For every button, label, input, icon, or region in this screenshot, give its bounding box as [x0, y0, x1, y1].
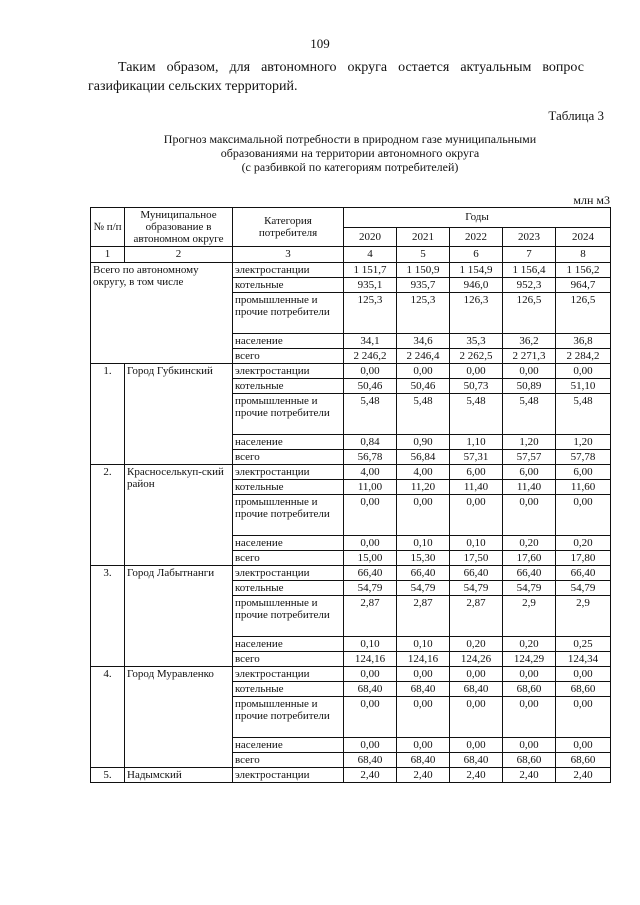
consumer-category: электростанции — [233, 566, 344, 581]
consumer-category: население — [233, 334, 344, 349]
year-value: 0,84 — [344, 435, 397, 450]
year-value: 5,48 — [450, 394, 503, 435]
consumer-category: котельные — [233, 480, 344, 495]
year-value: 57,78 — [556, 450, 611, 465]
year-value: 2,40 — [503, 768, 556, 783]
year-value: 0,00 — [450, 364, 503, 379]
year-value: 2,9 — [503, 596, 556, 637]
year-value: 935,7 — [397, 278, 450, 293]
year-value: 2,40 — [556, 768, 611, 783]
consumer-category: всего — [233, 349, 344, 364]
year-value: 4,00 — [397, 465, 450, 480]
year-value: 0,10 — [397, 536, 450, 551]
year-value: 0,00 — [556, 697, 611, 738]
year-value: 4,00 — [344, 465, 397, 480]
row-number: 5. — [91, 768, 125, 783]
row-number: 4. — [91, 667, 125, 768]
municipality-name: Город Лабытнанги — [125, 566, 233, 667]
column-index: 6 — [450, 247, 503, 263]
year-value: 68,40 — [450, 682, 503, 697]
consumer-category: электростанции — [233, 768, 344, 783]
year-value: 0,20 — [450, 637, 503, 652]
year-value: 1 151,7 — [344, 263, 397, 278]
year-value: 17,60 — [503, 551, 556, 566]
units-label: млн м3 — [573, 193, 610, 207]
year-value: 50,46 — [397, 379, 450, 394]
year-value: 11,20 — [397, 480, 450, 495]
year-value: 5,48 — [556, 394, 611, 435]
year-value: 68,60 — [503, 753, 556, 768]
year-value: 124,34 — [556, 652, 611, 667]
year-value: 0,00 — [556, 364, 611, 379]
year-value: 0,00 — [397, 364, 450, 379]
row-number: 1. — [91, 364, 125, 465]
year-value: 125,3 — [397, 293, 450, 334]
consumer-category: электростанции — [233, 465, 344, 480]
year-value: 50,46 — [344, 379, 397, 394]
year-value: 51,10 — [556, 379, 611, 394]
header-category: Категория потребителя — [233, 208, 344, 247]
year-value: 0,00 — [503, 495, 556, 536]
year-value: 34,1 — [344, 334, 397, 349]
year-value: 0,00 — [397, 697, 450, 738]
consumer-category: население — [233, 536, 344, 551]
year-value: 66,40 — [344, 566, 397, 581]
year-value: 36,8 — [556, 334, 611, 349]
year-value: 0,10 — [450, 536, 503, 551]
year-value: 0,20 — [503, 536, 556, 551]
consumer-category: электростанции — [233, 667, 344, 682]
year-value: 6,00 — [556, 465, 611, 480]
column-index: 2 — [125, 247, 233, 263]
row-number: 2. — [91, 465, 125, 566]
year-value: 15,30 — [397, 551, 450, 566]
consumer-category: всего — [233, 551, 344, 566]
year-value: 935,1 — [344, 278, 397, 293]
year-value: 126,5 — [556, 293, 611, 334]
header-year: 2023 — [503, 227, 556, 247]
year-value: 54,79 — [503, 581, 556, 596]
year-value: 0,10 — [397, 637, 450, 652]
consumer-category: всего — [233, 450, 344, 465]
year-value: 0,00 — [556, 495, 611, 536]
year-value: 2,87 — [397, 596, 450, 637]
column-index: 8 — [556, 247, 611, 263]
column-index: 3 — [233, 247, 344, 263]
forecast-table — [90, 207, 611, 783]
year-value: 1,20 — [556, 435, 611, 450]
year-value: 54,79 — [450, 581, 503, 596]
year-value: 2,87 — [344, 596, 397, 637]
year-value: 17,50 — [450, 551, 503, 566]
year-value: 66,40 — [503, 566, 556, 581]
municipality-name: Всего по автономному округу, в том числе — [91, 263, 233, 364]
table-row — [91, 667, 611, 682]
header-year: 2020 — [344, 227, 397, 247]
table-row — [91, 364, 611, 379]
header-year: 2022 — [450, 227, 503, 247]
year-value: 0,00 — [450, 667, 503, 682]
year-value: 68,40 — [344, 753, 397, 768]
table-label: Таблица 3 — [548, 108, 604, 123]
year-value: 0,00 — [503, 364, 556, 379]
consumer-category: электростанции — [233, 263, 344, 278]
consumer-category: электростанции — [233, 364, 344, 379]
municipality-name: Город Муравленко — [125, 667, 233, 768]
table-row — [91, 768, 611, 783]
year-value: 34,6 — [397, 334, 450, 349]
year-value: 964,7 — [556, 278, 611, 293]
year-value: 1,20 — [503, 435, 556, 450]
year-value: 5,48 — [503, 394, 556, 435]
consumer-category: промышленные и прочие потребители — [233, 495, 344, 536]
year-value: 0,00 — [344, 667, 397, 682]
year-value: 0,10 — [344, 637, 397, 652]
year-value: 0,00 — [556, 738, 611, 753]
year-value: 1 156,4 — [503, 263, 556, 278]
year-value: 124,29 — [503, 652, 556, 667]
year-value: 35,3 — [450, 334, 503, 349]
year-value: 2,87 — [450, 596, 503, 637]
year-value: 6,00 — [503, 465, 556, 480]
year-value: 0,00 — [503, 738, 556, 753]
municipality-name: Красноселькуп-ский район — [125, 465, 233, 566]
year-value: 125,3 — [344, 293, 397, 334]
caption-line-1: Прогноз максимальной потребности в природном газе муниципальными — [163, 132, 537, 146]
year-value: 68,40 — [450, 753, 503, 768]
header-municipality: Муниципальное образование в автономном округе — [125, 208, 233, 247]
year-value: 1 150,9 — [397, 263, 450, 278]
year-value: 124,16 — [397, 652, 450, 667]
column-index: 4 — [344, 247, 397, 263]
year-value: 11,60 — [556, 480, 611, 495]
year-value: 1 154,9 — [450, 263, 503, 278]
year-value: 2,40 — [344, 768, 397, 783]
year-value: 68,40 — [344, 682, 397, 697]
year-value: 1 156,2 — [556, 263, 611, 278]
year-value: 50,89 — [503, 379, 556, 394]
header-year: 2024 — [556, 227, 611, 247]
year-value: 0,00 — [503, 667, 556, 682]
intro-paragraph: Таким образом, для автономного округа остается актуальным вопрос газификации сельских территорий. — [88, 60, 584, 94]
municipality-name: Город Губкинский — [125, 364, 233, 465]
year-value: 56,84 — [397, 450, 450, 465]
column-index: 5 — [397, 247, 450, 263]
page-number: 109 — [310, 36, 330, 51]
year-value: 50,73 — [450, 379, 503, 394]
caption-line-3: (с разбивкой по категориям потребителей) — [241, 160, 459, 174]
year-value: 11,40 — [450, 480, 503, 495]
year-value: 11,00 — [344, 480, 397, 495]
year-value: 5,48 — [397, 394, 450, 435]
year-value: 2,40 — [397, 768, 450, 783]
year-value: 68,40 — [397, 682, 450, 697]
year-value: 68,60 — [503, 682, 556, 697]
year-value: 66,40 — [397, 566, 450, 581]
header-year: 2021 — [397, 227, 450, 247]
year-value: 0,00 — [344, 738, 397, 753]
year-value: 0,00 — [450, 697, 503, 738]
year-value: 15,00 — [344, 551, 397, 566]
year-value: 68,40 — [397, 753, 450, 768]
consumer-category: всего — [233, 753, 344, 768]
consumer-category: население — [233, 435, 344, 450]
year-value: 0,00 — [344, 536, 397, 551]
table-row — [91, 263, 611, 278]
year-value: 124,26 — [450, 652, 503, 667]
year-value: 2 262,5 — [450, 349, 503, 364]
year-value: 0,00 — [397, 738, 450, 753]
year-value: 57,31 — [450, 450, 503, 465]
year-value: 54,79 — [556, 581, 611, 596]
column-index: 1 — [91, 247, 125, 263]
year-value: 0,00 — [344, 495, 397, 536]
year-value: 1,10 — [450, 435, 503, 450]
year-value: 2,9 — [556, 596, 611, 637]
consumer-category: население — [233, 637, 344, 652]
year-value: 0,00 — [397, 495, 450, 536]
column-index: 7 — [503, 247, 556, 263]
year-value: 0,00 — [397, 667, 450, 682]
year-value: 36,2 — [503, 334, 556, 349]
year-value: 124,16 — [344, 652, 397, 667]
year-value: 2 246,2 — [344, 349, 397, 364]
table-body — [91, 263, 611, 783]
year-value: 126,3 — [450, 293, 503, 334]
table-row — [91, 465, 611, 480]
year-value: 54,79 — [397, 581, 450, 596]
year-value: 0,00 — [450, 738, 503, 753]
consumer-category: промышленные и прочие потребители — [233, 394, 344, 435]
year-value: 2,40 — [450, 768, 503, 783]
year-value: 952,3 — [503, 278, 556, 293]
year-value: 2 284,2 — [556, 349, 611, 364]
year-value: 2 271,3 — [503, 349, 556, 364]
caption-line-2: образованиями на территории автономного округа — [220, 146, 480, 160]
consumer-category: котельные — [233, 278, 344, 293]
year-value: 0,00 — [503, 697, 556, 738]
table-caption — [120, 132, 580, 174]
municipality-name: Надымский — [125, 768, 233, 783]
consumer-category: всего — [233, 652, 344, 667]
consumer-category: промышленные и прочие потребители — [233, 697, 344, 738]
year-value: 6,00 — [450, 465, 503, 480]
year-value: 0,90 — [397, 435, 450, 450]
year-value: 11,40 — [503, 480, 556, 495]
table-row — [91, 566, 611, 581]
consumer-category: котельные — [233, 581, 344, 596]
year-value: 68,60 — [556, 753, 611, 768]
year-value: 946,0 — [450, 278, 503, 293]
consumer-category: котельные — [233, 682, 344, 697]
year-value: 56,78 — [344, 450, 397, 465]
year-value: 126,5 — [503, 293, 556, 334]
consumer-category: промышленные и прочие потребители — [233, 596, 344, 637]
year-value: 0,20 — [556, 536, 611, 551]
year-value: 66,40 — [556, 566, 611, 581]
year-value: 0,20 — [503, 637, 556, 652]
column-index-row — [91, 247, 611, 263]
year-value: 0,00 — [556, 667, 611, 682]
header-years: Годы — [344, 208, 611, 228]
header-number: № п/п — [91, 208, 125, 247]
year-value: 2 246,4 — [397, 349, 450, 364]
year-value: 0,25 — [556, 637, 611, 652]
year-value: 54,79 — [344, 581, 397, 596]
year-value: 68,60 — [556, 682, 611, 697]
year-value: 57,57 — [503, 450, 556, 465]
year-value: 0,00 — [344, 364, 397, 379]
consumer-category: котельные — [233, 379, 344, 394]
year-value: 5,48 — [344, 394, 397, 435]
year-value: 0,00 — [450, 495, 503, 536]
year-value: 0,00 — [344, 697, 397, 738]
year-value: 66,40 — [450, 566, 503, 581]
year-value: 17,80 — [556, 551, 611, 566]
consumer-category: промышленные и прочие потребители — [233, 293, 344, 334]
row-number: 3. — [91, 566, 125, 667]
consumer-category: население — [233, 738, 344, 753]
